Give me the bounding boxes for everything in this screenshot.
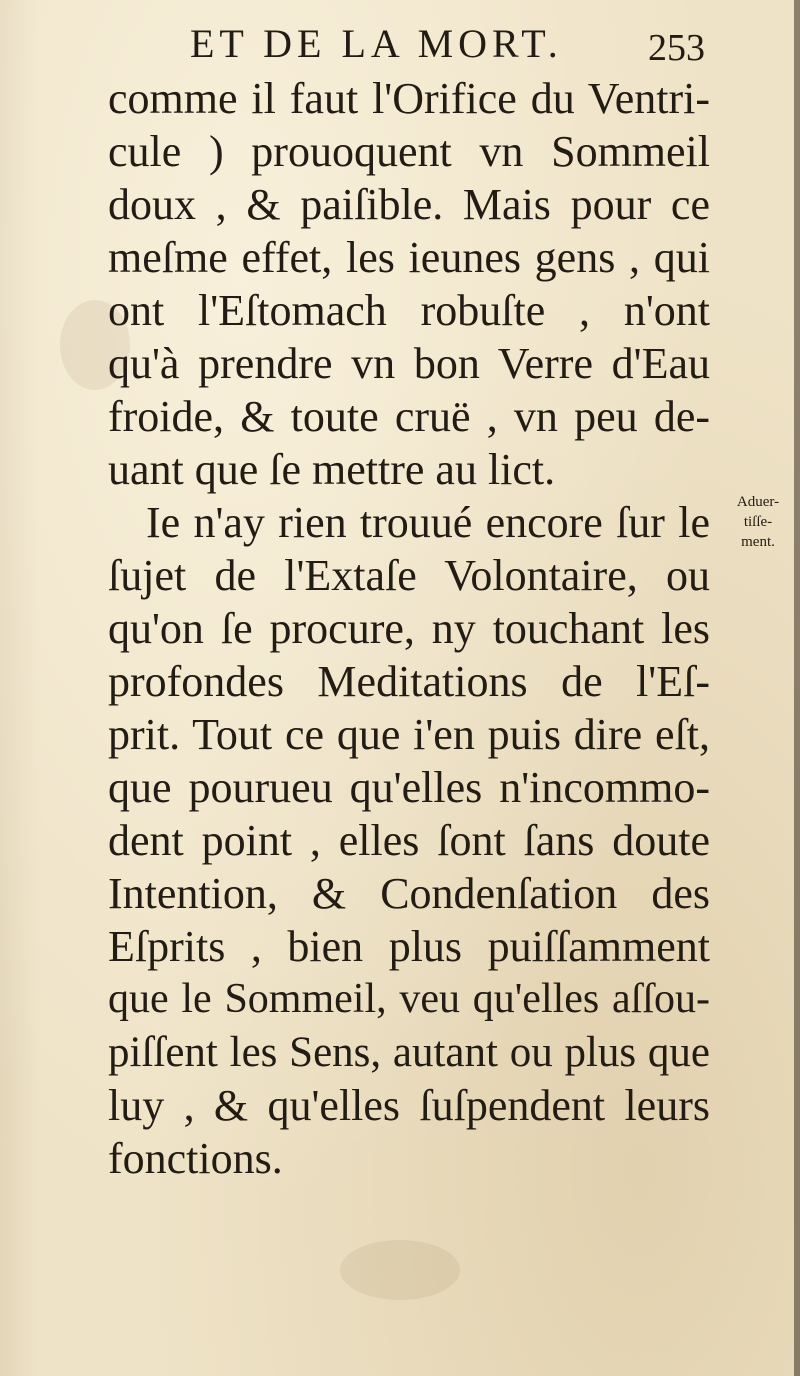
text-line: dent point , elles ſont ſans doute <box>108 816 710 865</box>
text-line: Intention, & Condenſation des <box>108 869 710 918</box>
text-line: Ie n'ay rien trouué encore ſur le <box>146 498 710 547</box>
text-line: luy , & qu'elles ſuſpendent leurs <box>108 1081 710 1130</box>
text-line: que pourueu qu'elles n'incommo- <box>108 763 710 812</box>
page-edge <box>794 0 800 1376</box>
page-number: 253 <box>648 27 705 69</box>
text-line: prit. Tout ce que i'en puis dire eſt, <box>108 710 710 759</box>
text-line: ont l'Eſtomach robuſte , n'ont <box>108 286 710 335</box>
text-line: Eſprits , bien plus puiſſamment <box>108 922 710 971</box>
running-head: ET DE LA MORT. <box>190 21 563 66</box>
margin-note-line: tiſſe- <box>743 514 773 530</box>
margin-note-line: Aduer- <box>736 494 780 510</box>
text-line: meſme effet, les ieunes gens , qui <box>108 233 710 282</box>
text-line: piſſent les Sens, autant ou plus que <box>108 1029 710 1076</box>
text-line: ſujet de l'Extaſe Volontaire, ou <box>108 551 710 600</box>
text-line: doux , & paiſible. Mais pour ce <box>108 180 710 229</box>
margin-note <box>720 492 796 552</box>
margin-note-line: ment. <box>741 534 775 550</box>
text-line: qu'on ſe procure, ny touchant les <box>108 604 710 653</box>
text-line: froide, & toute cruë , vn peu de- <box>108 392 710 441</box>
text-line: profondes Meditations de l'Eſ- <box>108 657 710 706</box>
text-line: cule ) prouoquent vn Sommeil <box>108 127 710 176</box>
text-line: comme il faut l'Orifice du Ventri- <box>108 74 710 123</box>
text-line: que le Sommeil, veu qu'elles aſſou- <box>108 976 710 1022</box>
paper-stain <box>340 1240 460 1300</box>
body-text <box>108 72 710 1185</box>
text-line: fonctions. <box>108 1134 283 1183</box>
text-line: uant que ſe mettre au lict. <box>108 445 556 494</box>
text-line: qu'à prendre vn bon Verre d'Eau <box>108 339 710 388</box>
